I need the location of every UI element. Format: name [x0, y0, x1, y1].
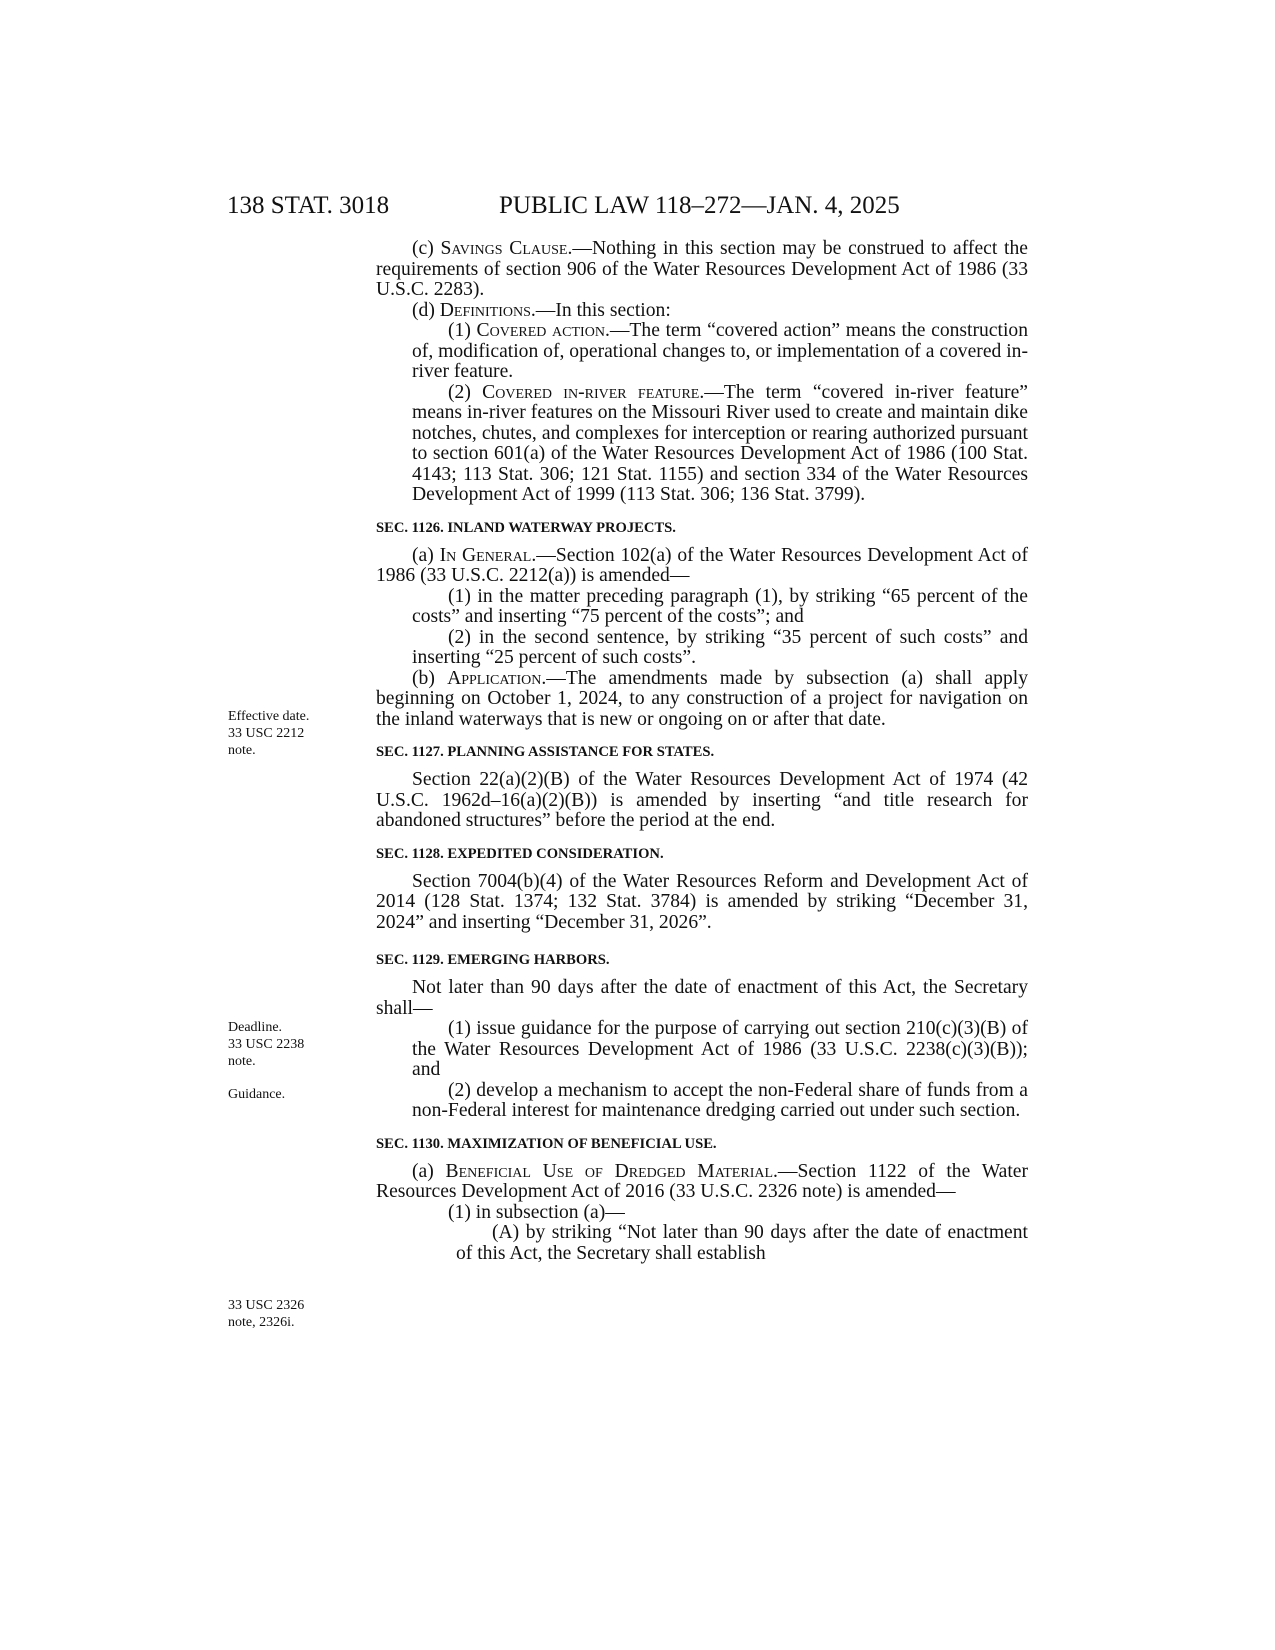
margin-note-line: note.: [228, 1054, 256, 1069]
definition-covered-action: (1) Covered action.—The term “covered action” means the construction of, modification of, operational changes to, or implementation of a covered in-river feature.: [412, 320, 1028, 382]
section-heading-1127: SEC. 1127. PLANNING ASSISTANCE FOR STATES.: [376, 744, 715, 760]
margin-note-line: Guidance.: [228, 1087, 286, 1102]
section-heading-1130: SEC. 1130. MAXIMIZATION OF BENEFICIAL USE.: [376, 1135, 717, 1152]
sec1130-subparagraph-A: (A) by striking “Not later than 90 days after the date of enactment of this Act, the Secretary shall establish: [456, 1222, 1028, 1264]
margin-note-line: 33 USC 2326: [228, 1298, 305, 1313]
margin-note-effective-date: [228, 708, 348, 759]
margin-note-guidance: [228, 1086, 348, 1103]
margin-note-line: 33 USC 2212: [228, 726, 305, 741]
definition-covered-in-river-feature: (2) Covered in-river feature.—The term “covered in-river feature” means in-river features on the Missouri River used to create and maintain dike notches, chutes, and complexes for interception or rearing authorized pursuant to section 601(a) of the Water Resources Development Act of 1986 (100 Stat. 4143; 113 Stat. 306; 121 Stat. 1155) and section 334 of the Water Resources Development Act of 1999 (113 Stat. 306; 136 Stat. 3799).: [412, 381, 1028, 505]
sec1129-paragraph-1: (1) issue guidance for the purpose of carrying out section 210(c)(3)(B) of the Water Resources Development Act of 1986 (33 U.S.C. 2238(c)(3)(B)); and: [412, 1018, 1028, 1080]
sec1126-paragraph-2: (2) in the second sentence, by striking “35 percent of such costs” and inserting “25 percent of such costs”.: [412, 626, 1028, 668]
page-header: [0, 192, 1275, 232]
margin-note-deadline: [228, 1019, 348, 1070]
margin-note-line: 33 USC 2238: [228, 1037, 305, 1052]
stat-page-number: 138 STAT. 3018: [227, 192, 390, 219]
subsection-d-definitions: (d) Definitions.—In this section:: [412, 299, 671, 321]
margin-note-line: Deadline.: [228, 1020, 283, 1035]
section-heading-1129: SEC. 1129. EMERGING HARBORS.: [376, 952, 610, 968]
sec1127-text: Section 22(a)(2)(B) of the Water Resources Development Act of 1974 (42 U.S.C. 1962d–16(a)(2)(B)) is amended by inserting “and title research for abandoned structures” before the period at the end.: [376, 769, 1028, 831]
margin-note-line: note, 2326i.: [228, 1315, 295, 1330]
sec1130-subsection-a: (a) Beneficial Use of Dredged Material.—Section 1122 of the Water Resources Development Act of 2016 (33 U.S.C. 2326 note) is amended—: [376, 1160, 1028, 1202]
sec1130-paragraph-1: (1) in subsection (a)—: [448, 1201, 625, 1223]
margin-note-line: Effective date.: [228, 709, 310, 724]
sec1126-paragraph-1: (1) in the matter preceding paragraph (1), by striking “65 percent of the costs” and inserting “75 percent of the costs”; and: [412, 585, 1028, 627]
section-heading-1128: SEC. 1128. EXPEDITED CONSIDERATION.: [376, 845, 664, 862]
subsection-c-savings-clause: (c) Savings Clause.—Nothing in this section may be construed to affect the requirements of section 906 of the Water Resources Development Act of 1986 (33 U.S.C. 2283).: [376, 238, 1028, 300]
section-heading-1126: SEC. 1126. INLAND WATERWAY PROJECTS.: [376, 519, 676, 536]
sec1129-text: Not later than 90 days after the date of enactment of this Act, the Secretary shall—: [376, 977, 1028, 1019]
sec1128-text: Section 7004(b)(4) of the Water Resources Reform and Development Act of 2014 (128 Stat. 1374; 132 Stat. 3784) is amended by striking “December 31, 2024” and inserting “December 31, 2026”.: [376, 870, 1028, 933]
sec1126-subsection-a: (a) In General.—Section 102(a) of the Water Resources Development Act of 1986 (33 U.S.C. 2212(a)) is amended—: [376, 544, 1028, 586]
sec1129-paragraph-2: (2) develop a mechanism to accept the non-Federal share of funds from a non-Federal interest for maintenance dredging carried out under such section.: [412, 1079, 1028, 1121]
running-head-title: PUBLIC LAW 118–272—JAN. 4, 2025: [499, 192, 900, 219]
body-text: [376, 239, 1028, 1264]
margin-note-line: note.: [228, 743, 256, 758]
margin-note-usc-2326: [228, 1297, 348, 1331]
sec1126-subsection-b: (b) Application.—The amendments made by subsection (a) shall apply beginning on October 1, 2024, to any construction of a project for navigation on the inland waterways that is new or ongoing on or after that date.: [376, 667, 1028, 730]
